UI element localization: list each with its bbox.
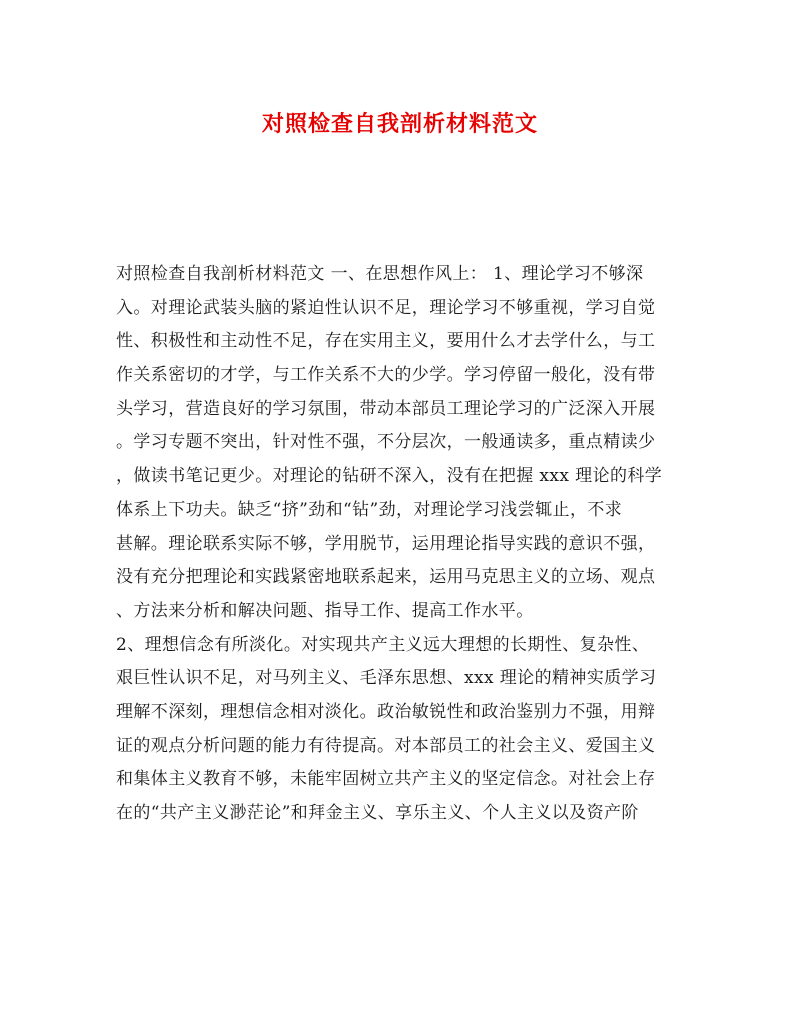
body-line: 理解不深刻，理想信念相对淡化。政治敏锐性和政治鉴别力不强，用辩 [116,701,656,722]
body-line: 作关系密切的才学，与工作关系不大的少学。学习停留一般化，没有带 [116,365,656,386]
document-body [116,258,726,831]
document-title: 对照检查自我剖析材料范文 [261,111,538,137]
body-line: 甚解。理论联系实际不够，学用脱节，运用理论指导实践的意识不强， [116,533,656,554]
body-line: 证的观点分析问题的能力有待提高。对本部员工的社会主义、爱国主义 [116,735,656,756]
body-line: 入。对理论武装头脑的紧迫性认识不足，理论学习不够重视，学习自觉 [116,297,656,318]
body-line: 对照检查自我剖析材料范文 一、在思想作风上： 1、理论学习不够深 [116,264,644,284]
body-line: 在的“共产主义渺茫论”和拜金主义、享乐主义、个人主义以及资产阶 [116,803,639,823]
body-line: 、方法来分析和解决问题、指导工作、提高工作水平。 [116,600,534,621]
body-line: 没有充分把理论和实践紧密地联系起来，运用马克思主义的立场、观点 [116,567,656,588]
body-line: 2、理想信念有所淡化。对实现共产主义远大理想的长期性、复杂性、 [116,634,650,655]
body-line: 。学习专题不突出，针对性不强，不分层次，一般通读多，重点精读少 [116,432,656,453]
body-line: 性、积极性和主动性不足，存在实用主义，要用什么才去学什么，与工 [116,331,656,352]
body-line: 艰巨性认识不足，对马列主义、毛泽东思想、xxx 理论的精神实质学习 [116,668,657,689]
body-line: ，做读书笔记更少。对理论的钻研不深入，没有在把握 xxx 理论的科学 [116,466,663,487]
body-line: 头学习，营造良好的学习氛围，带动本部员工理论学习的广泛深入开展 [116,398,656,419]
body-line: 体系上下功夫。缺乏“挤”劲和“钻”劲，对理论学习浅尝辄止，不求 [116,499,623,520]
body-line: 和集体主义教育不够，未能牢固树立共产主义的坚定信念。对社会上存 [116,769,656,790]
